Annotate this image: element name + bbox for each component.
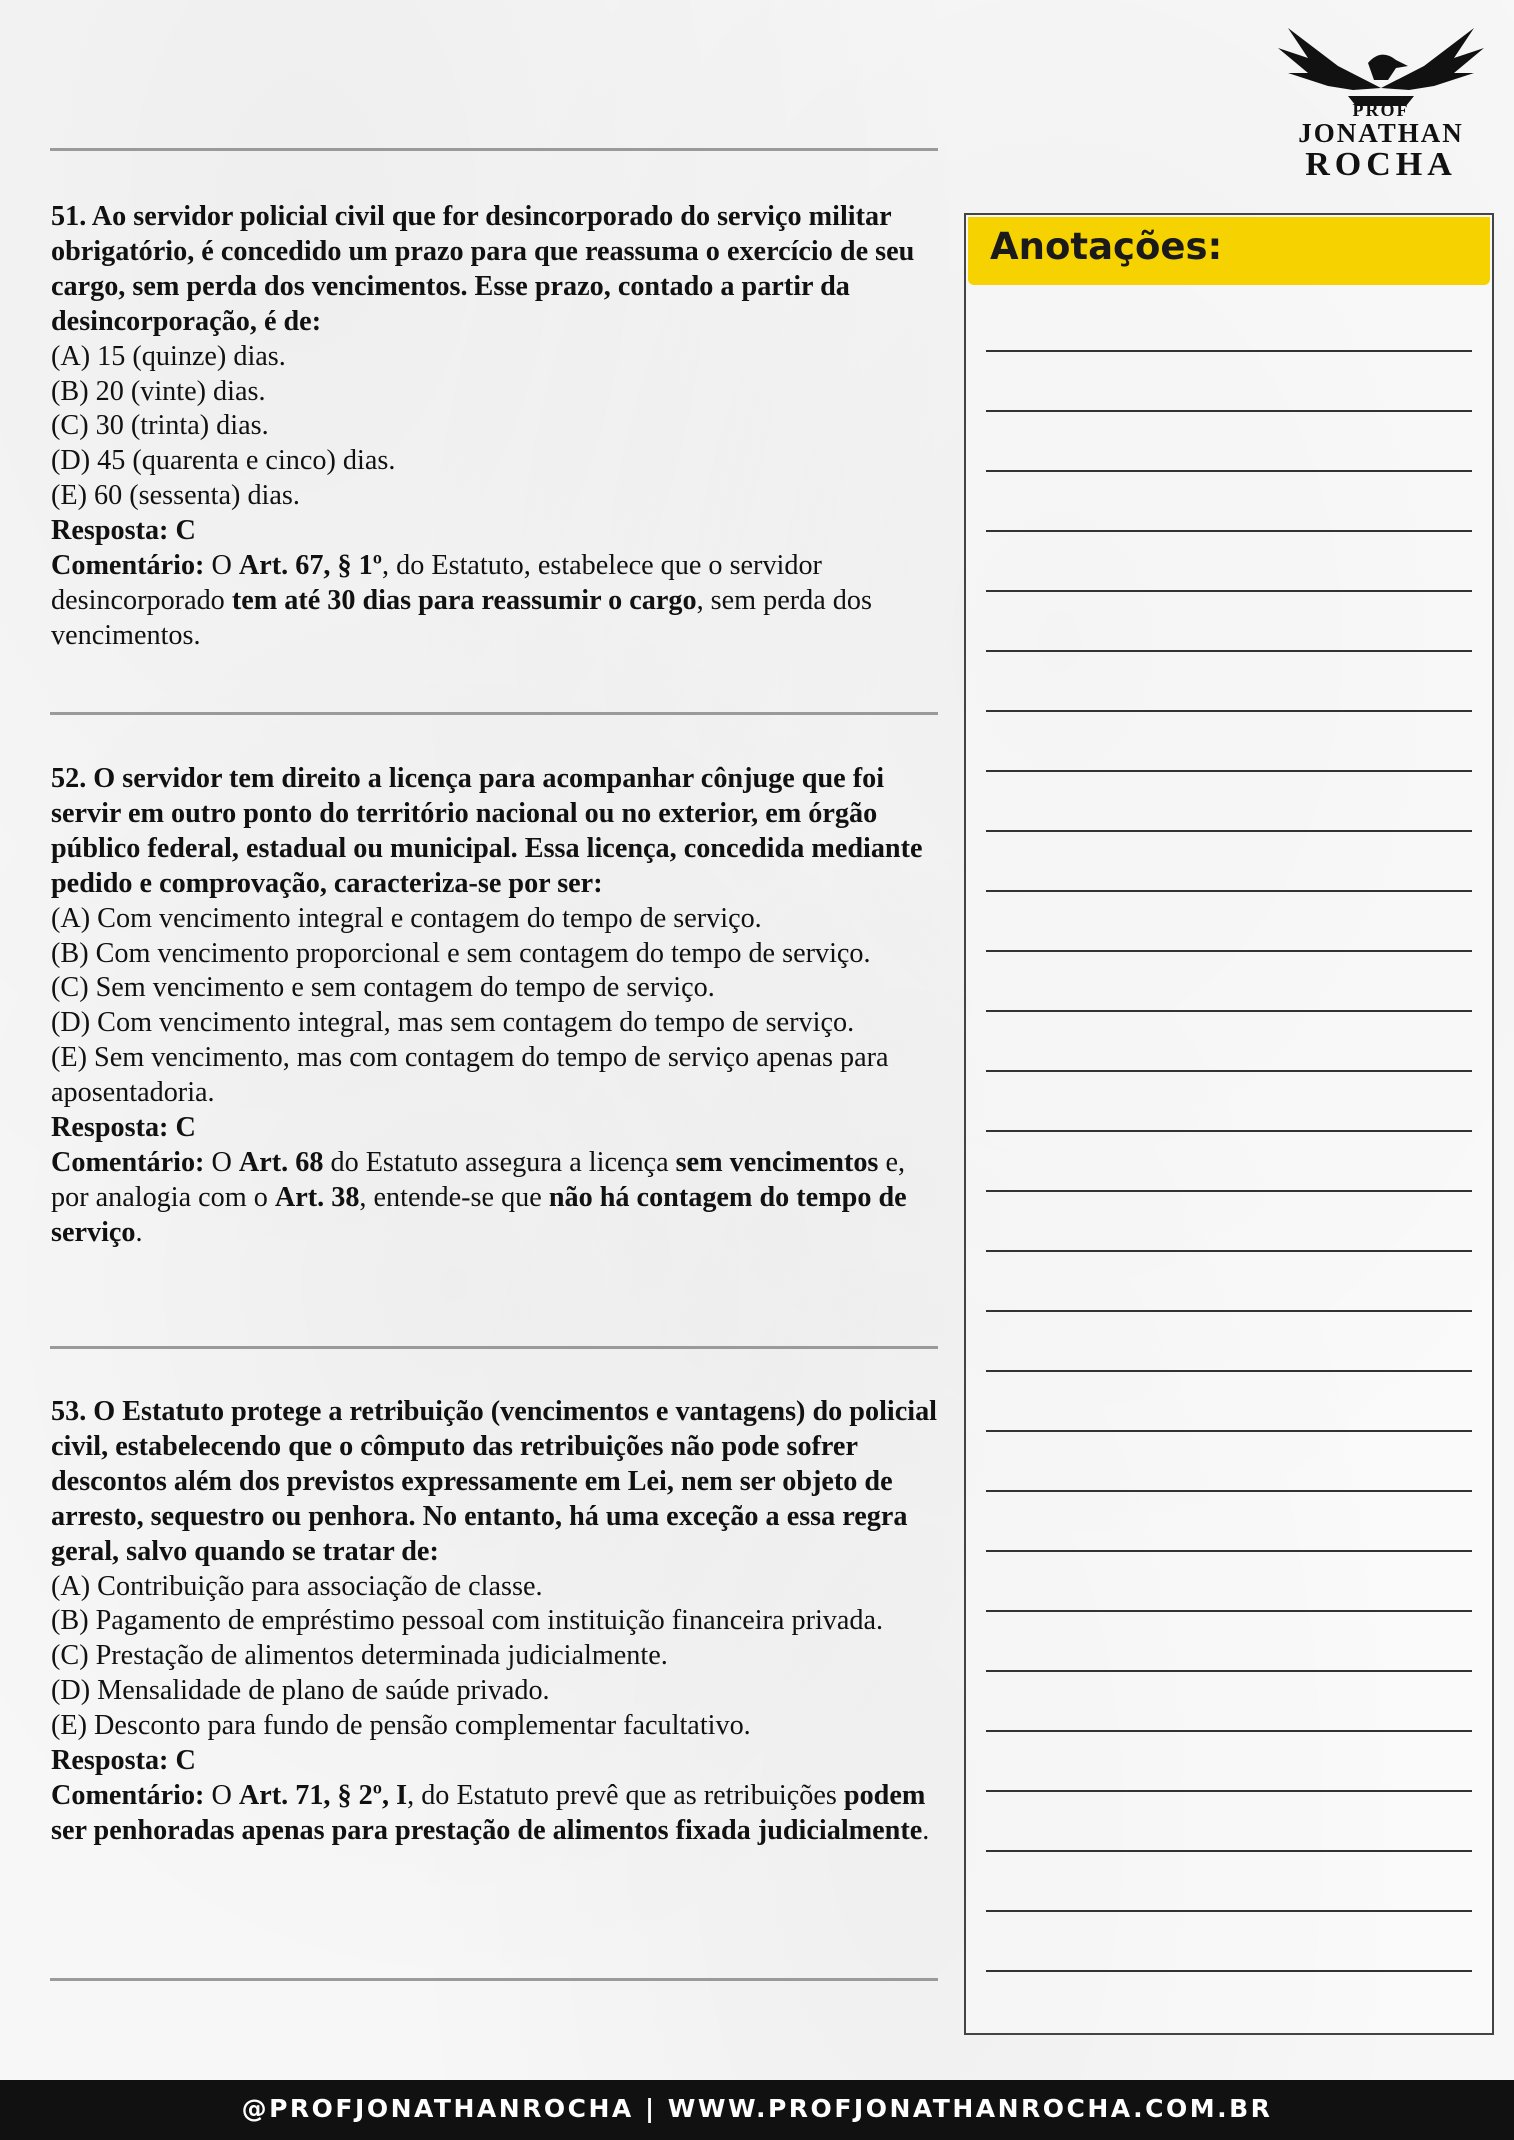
question-52 (51, 762, 941, 1251)
option-e: (E) 60 (sessenta) dias. (51, 480, 300, 512)
note-line[interactable] (986, 1730, 1472, 1732)
option-d: (D) Com vencimento integral, mas sem contagem do tempo de serviço. (51, 1007, 855, 1039)
note-line[interactable] (986, 770, 1472, 772)
option-d: (D) 45 (quarenta e cinco) dias. (51, 445, 396, 477)
question-stem: 52. O servidor tem direito a licença para acompanhar cônjuge que foi servir em outro ponto do território nacional ou no exterior, em órgão público federal, estadual ou municipal. Essa licença, concedida mediante pedido e comprovação, caracteriza-se por ser: (51, 763, 923, 899)
note-line[interactable] (986, 1370, 1472, 1372)
comment-text: O (204, 1146, 239, 1178)
note-line[interactable] (986, 890, 1472, 892)
logo-surname-text: ROCHA (1305, 146, 1457, 183)
notes-header (968, 217, 1490, 285)
note-line[interactable] (986, 1850, 1472, 1852)
note-line[interactable] (986, 1190, 1472, 1192)
comment-text: . (135, 1216, 143, 1248)
option-a: (A) 15 (quinze) dias. (51, 340, 286, 372)
divider (50, 148, 938, 151)
note-line[interactable] (986, 1910, 1472, 1912)
note-line[interactable] (986, 950, 1472, 952)
question-stem: 51. Ao servidor policial civil que for desincorporado do serviço militar obrigatório, é concedido um prazo para que reassuma o exercício de seu cargo, sem perda dos vencimentos. Esse prazo, contado a partir da desincorporação, é de: (51, 201, 915, 337)
divider (50, 1978, 938, 1981)
notes-title: Anotações: (990, 225, 1223, 268)
option-c: (C) Prestação de alimentos determinada judicialmente. (51, 1640, 668, 1672)
option-e: (E) Sem vencimento, mas com contagem do tempo de serviço apenas para aposentadoria. (51, 1042, 889, 1109)
option-e: (E) Desconto para fundo de pensão complementar facultativo. (51, 1710, 751, 1742)
option-b: (B) Com vencimento proporcional e sem contagem do tempo de serviço. (51, 937, 871, 969)
divider (50, 1346, 938, 1349)
comment-text: podem ser penhoradas apenas para prestação de alimentos fixada judicialmente (51, 1779, 926, 1846)
note-line[interactable] (986, 1310, 1472, 1312)
notes-panel (964, 213, 1494, 2035)
option-d: (D) Mensalidade de plano de saúde privado. (51, 1675, 550, 1707)
comment-text: Art. 67, § 1º (238, 550, 383, 582)
option-c: (C) 30 (trinta) dias. (51, 410, 269, 442)
note-line[interactable] (986, 470, 1472, 472)
option-a: (A) Contribuição para associação de classe. (51, 1570, 543, 1602)
note-line[interactable] (986, 830, 1472, 832)
note-line[interactable] (986, 1430, 1472, 1432)
comment-text: não há contagem do tempo de serviço (51, 1181, 907, 1248)
note-line[interactable] (986, 1130, 1472, 1132)
comment-text: O (204, 1779, 239, 1811)
note-line[interactable] (986, 1070, 1472, 1072)
comment-label: Comentário: (51, 550, 205, 582)
comment-text: Art. 68 (238, 1146, 324, 1178)
note-line[interactable] (986, 1670, 1472, 1672)
option-a: (A) Com vencimento integral e contagem do tempo de serviço. (51, 902, 762, 934)
note-line[interactable] (986, 410, 1472, 412)
eagle-icon (1268, 18, 1494, 108)
comment-text: sem vencimentos (675, 1146, 879, 1178)
answer: Resposta: C (51, 515, 196, 547)
note-line[interactable] (986, 1970, 1472, 1972)
comment-label: Comentário: (51, 1146, 205, 1178)
comment-text: tem até 30 dias para reassumir o cargo (231, 584, 697, 616)
footer-text: @PROFJONATHANROCHA | WWW.PROFJONATHANROCHA.COM.BR (241, 2094, 1273, 2123)
note-line[interactable] (986, 1010, 1472, 1012)
comment-text: . (922, 1814, 930, 1846)
comment-text: , entende-se que (359, 1181, 549, 1213)
divider (50, 712, 938, 715)
note-line[interactable] (986, 1550, 1472, 1552)
comment-label: Comentário: (51, 1779, 205, 1811)
note-line[interactable] (986, 590, 1472, 592)
brand-logo (1268, 18, 1494, 183)
option-b: (B) Pagamento de empréstimo pessoal com instituição financeira privada. (51, 1605, 884, 1637)
question-53 (51, 1395, 941, 1849)
comment (51, 549, 941, 654)
note-line[interactable] (986, 710, 1472, 712)
logo-prof-text: PROF (1352, 100, 1410, 120)
logo-name-text: JONATHAN (1298, 118, 1464, 148)
question-51 (51, 200, 941, 654)
option-c: (C) Sem vencimento e sem contagem do tempo de serviço. (51, 972, 715, 1004)
question-stem: 53. O Estatuto protege a retribuição (vencimentos e vantagens) do policial civil, estabelecendo que o cômputo das retribuições não pode sofrer descontos além dos previstos expressamente em Lei, nem ser objeto de arresto, sequestro ou penhora. No entanto, há uma exceção a essa regra geral, salvo quando se tratar de: (51, 1396, 938, 1567)
comment-text: Art. 71, § 2º, I (238, 1779, 408, 1811)
option-b: (B) 20 (vinte) dias. (51, 375, 266, 407)
footer-bar (0, 2080, 1514, 2140)
answer: Resposta: C (51, 1112, 196, 1144)
comment-text: O (204, 550, 239, 582)
comment-text: do Estatuto assegura a licença (323, 1146, 676, 1178)
note-line[interactable] (986, 650, 1472, 652)
comment-text: , do Estatuto prevê que as retribuições (407, 1779, 844, 1811)
answer: Resposta: C (51, 1745, 196, 1777)
comment (51, 1146, 941, 1251)
comment (51, 1779, 941, 1849)
note-line[interactable] (986, 1610, 1472, 1612)
note-line[interactable] (986, 530, 1472, 532)
note-line[interactable] (986, 350, 1472, 352)
note-line[interactable] (986, 1490, 1472, 1492)
comment-text: e, por analogia com o (51, 1146, 905, 1213)
note-line[interactable] (986, 1250, 1472, 1252)
note-line[interactable] (986, 1790, 1472, 1792)
comment-text: , sem perda dos vencimentos. (51, 584, 872, 651)
comment-text: , do Estatuto, estabelece que o servidor desincorporado (51, 550, 822, 616)
comment-text: Art. 38 (274, 1181, 360, 1213)
